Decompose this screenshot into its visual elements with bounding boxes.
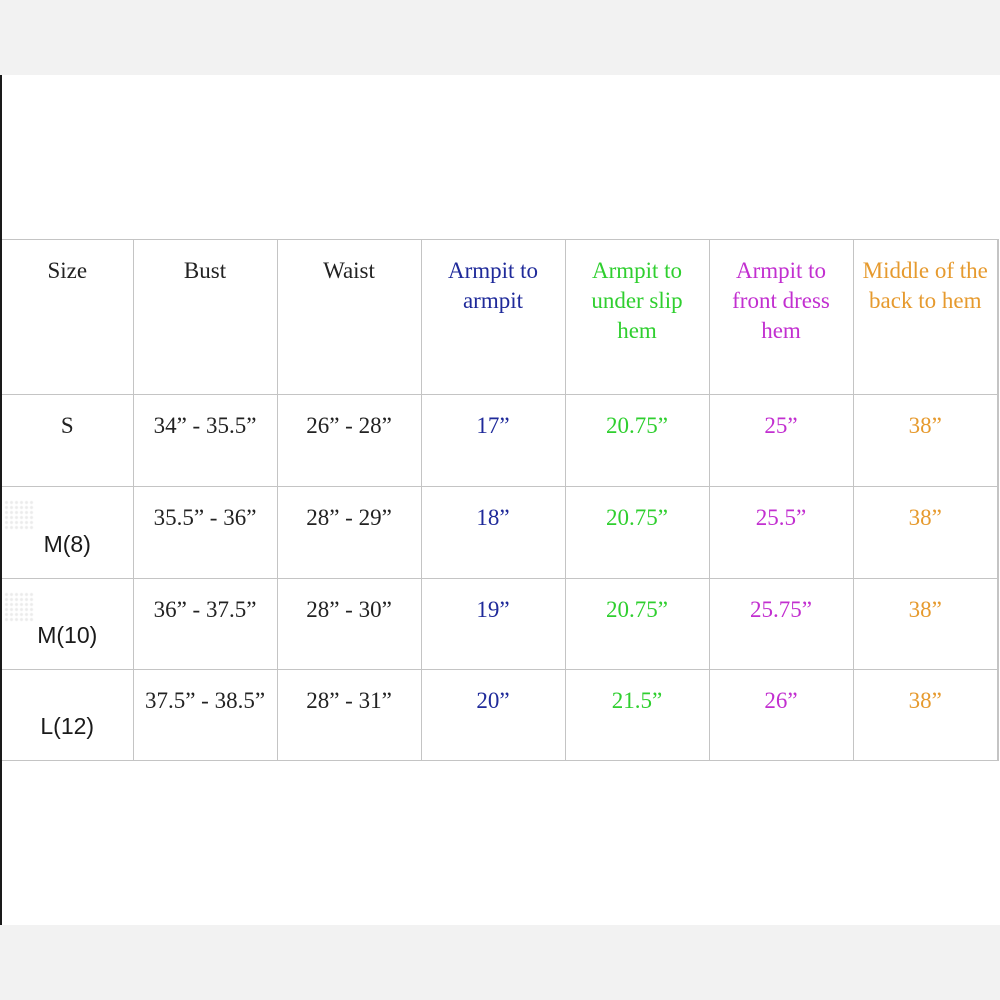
cell-waist: 28” - 29”: [277, 487, 421, 579]
cell-armpit-to-under-slip-hem: 20.75”: [565, 395, 709, 487]
cell-size: M(8): [2, 487, 133, 579]
table-row: [2, 395, 998, 487]
cell-armpit-to-armpit: 18”: [421, 487, 565, 579]
header-middle-of-back-to-hem: Middle of the back to hem: [853, 240, 998, 395]
cell-armpit-to-armpit: 20”: [421, 670, 565, 761]
cell-armpit-to-armpit: 19”: [421, 579, 565, 670]
cell-middle-of-back-to-hem: 38”: [853, 579, 998, 670]
cell-middle-of-back-to-hem: 38”: [853, 487, 998, 579]
table-row: [2, 579, 998, 670]
header-armpit-to-armpit: Armpit to armpit: [421, 240, 565, 395]
cell-waist: 28” - 30”: [277, 579, 421, 670]
cell-armpit-to-armpit: 17”: [421, 395, 565, 487]
cell-bust: 34” - 35.5”: [133, 395, 277, 487]
cell-waist: 28” - 31”: [277, 670, 421, 761]
scan-smudge: [4, 592, 34, 622]
cell-size: L(12): [2, 670, 133, 761]
table-row: [2, 487, 998, 579]
cell-bust: 37.5” - 38.5”: [133, 670, 277, 761]
cell-armpit-to-front-dress-hem: 25.75”: [709, 579, 853, 670]
table-row: [2, 670, 998, 761]
cell-armpit-to-under-slip-hem: 20.75”: [565, 579, 709, 670]
cell-size: M(10): [2, 579, 133, 670]
cell-waist: 26” - 28”: [277, 395, 421, 487]
cell-armpit-to-front-dress-hem: 26”: [709, 670, 853, 761]
table-header-row: [2, 240, 998, 395]
header-armpit-to-under-slip-hem: Armpit to under slip hem: [565, 240, 709, 395]
size-chart-table: [2, 239, 999, 761]
cell-armpit-to-under-slip-hem: 21.5”: [565, 670, 709, 761]
cell-size: S: [2, 395, 133, 487]
cell-bust: 36” - 37.5”: [133, 579, 277, 670]
header-bust: Bust: [133, 240, 277, 395]
cell-armpit-to-front-dress-hem: 25”: [709, 395, 853, 487]
header-armpit-to-front-dress-hem: Armpit to front dress hem: [709, 240, 853, 395]
cell-armpit-to-under-slip-hem: 20.75”: [565, 487, 709, 579]
cell-middle-of-back-to-hem: 38”: [853, 670, 998, 761]
cell-armpit-to-front-dress-hem: 25.5”: [709, 487, 853, 579]
cell-bust: 35.5” - 36”: [133, 487, 277, 579]
header-size: Size: [2, 240, 133, 395]
header-waist: Waist: [277, 240, 421, 395]
scan-smudge: [4, 500, 34, 530]
cell-middle-of-back-to-hem: 38”: [853, 395, 998, 487]
